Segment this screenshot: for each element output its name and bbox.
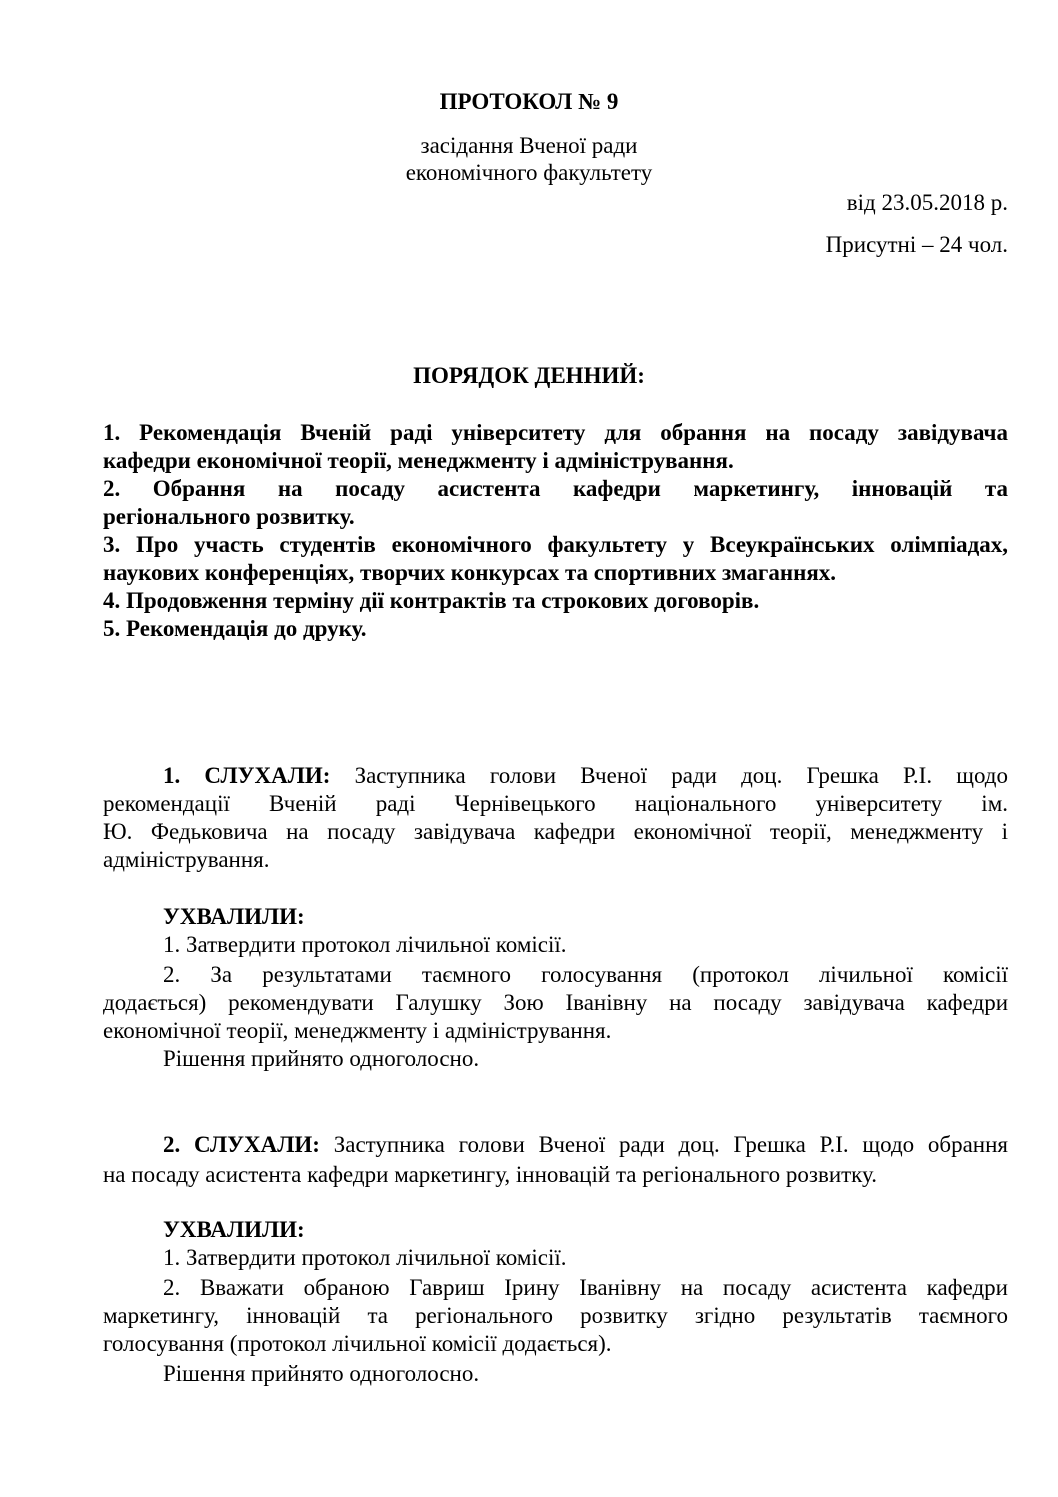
item2-resolution-2-line-3: голосування (протокол лічильної комісії додається).	[103, 1331, 612, 1356]
meeting-date: від 23.05.2018 р.	[846, 190, 1008, 215]
protocol-title: ПРОТОКОЛ № 9	[439, 89, 619, 114]
agenda-heading: ПОРЯДОК ДЕННИЙ:	[413, 363, 645, 388]
meeting-subtitle-2: економічного факультету	[405, 160, 653, 185]
meeting-subtitle-1: засідання Вченої ради	[420, 133, 638, 158]
item1-heard-text: Заступника голови Вченої ради доц. Грешка Р.І. щодо	[354, 763, 1009, 788]
item1-heard-line-2: рекомендації Вченій раді Чернівецького національного університету ім.	[103, 791, 1008, 816]
agenda-line: 3. Про участь студентів економічного факультету у Всеукраїнських олімпіадах,	[103, 532, 1008, 557]
item1-decision: Рішення прийнято одноголосно.	[163, 1046, 480, 1071]
item1-resolution-2-line-1: 2. За результатами таємного голосування (протокол лічильної комісії	[163, 962, 1008, 987]
item2-decision: Рішення прийнято одноголосно.	[163, 1361, 480, 1386]
item1-heard-line-1	[163, 761, 1008, 791]
item1-heard-line-4: адміністрування.	[103, 847, 270, 872]
item2-resolution-1: 1. Затвердити протокол лічильної комісії.	[163, 1245, 567, 1270]
agenda-line: 4. Продовження терміну дії контрактів та строкових договорів.	[103, 588, 760, 613]
agenda-line: наукових конференціях, творчих конкурсах та спортивних змаганнях.	[103, 560, 837, 585]
agenda-line: регіонального розвитку.	[103, 504, 355, 529]
item1-heard-label: 1. СЛУХАЛИ:	[163, 763, 331, 788]
item1-resolution-2-line-3: економічної теорії, менеджменту і адміністрування.	[103, 1018, 612, 1043]
attendance-count: Присутні – 24 чол.	[825, 232, 1008, 257]
item2-heard-line-2: на посаду асистента кафедри маркетингу, інновацій та регіонального розвитку.	[103, 1162, 877, 1187]
agenda-line: 1. Рекомендація Вченій раді університету для обрання на посаду завідувача	[103, 420, 1008, 445]
item1-resolution-1: 1. Затвердити протокол лічильної комісії.	[163, 932, 567, 957]
agenda-line: кафедри економічної теорії, менеджменту і адміністрування.	[103, 448, 734, 473]
item1-resolved-label: УХВАЛИЛИ:	[163, 904, 305, 929]
item2-heard-text: Заступника голови Вченої ради доц. Грешка Р.І. щодо обрання	[333, 1132, 1009, 1157]
item1-heard-line-3: Ю. Федьковича на посаду завідувача кафедри економічної теорії, менеджменту і	[103, 819, 1008, 844]
item2-resolution-2-line-2: маркетингу, інновацій та регіонального розвитку згідно результатів таємного	[103, 1303, 1008, 1328]
item2-resolved-label: УХВАЛИЛИ:	[163, 1217, 305, 1242]
item2-heard-line-1	[163, 1130, 1008, 1160]
item1-resolution-2-line-2: додається) рекомендувати Галушку Зою Іванівну на посаду завідувача кафедри	[103, 990, 1008, 1015]
item2-resolution-2-line-1: 2. Вважати обраною Гавриш Ірину Іванівну на посаду асистента кафедри	[163, 1275, 1008, 1300]
agenda-line: 2. Обрання на посаду асистента кафедри маркетингу, інновацій та	[103, 476, 1008, 501]
agenda-line: 5. Рекомендація до друку.	[103, 616, 367, 641]
item2-heard-label: 2. СЛУХАЛИ:	[163, 1132, 320, 1157]
